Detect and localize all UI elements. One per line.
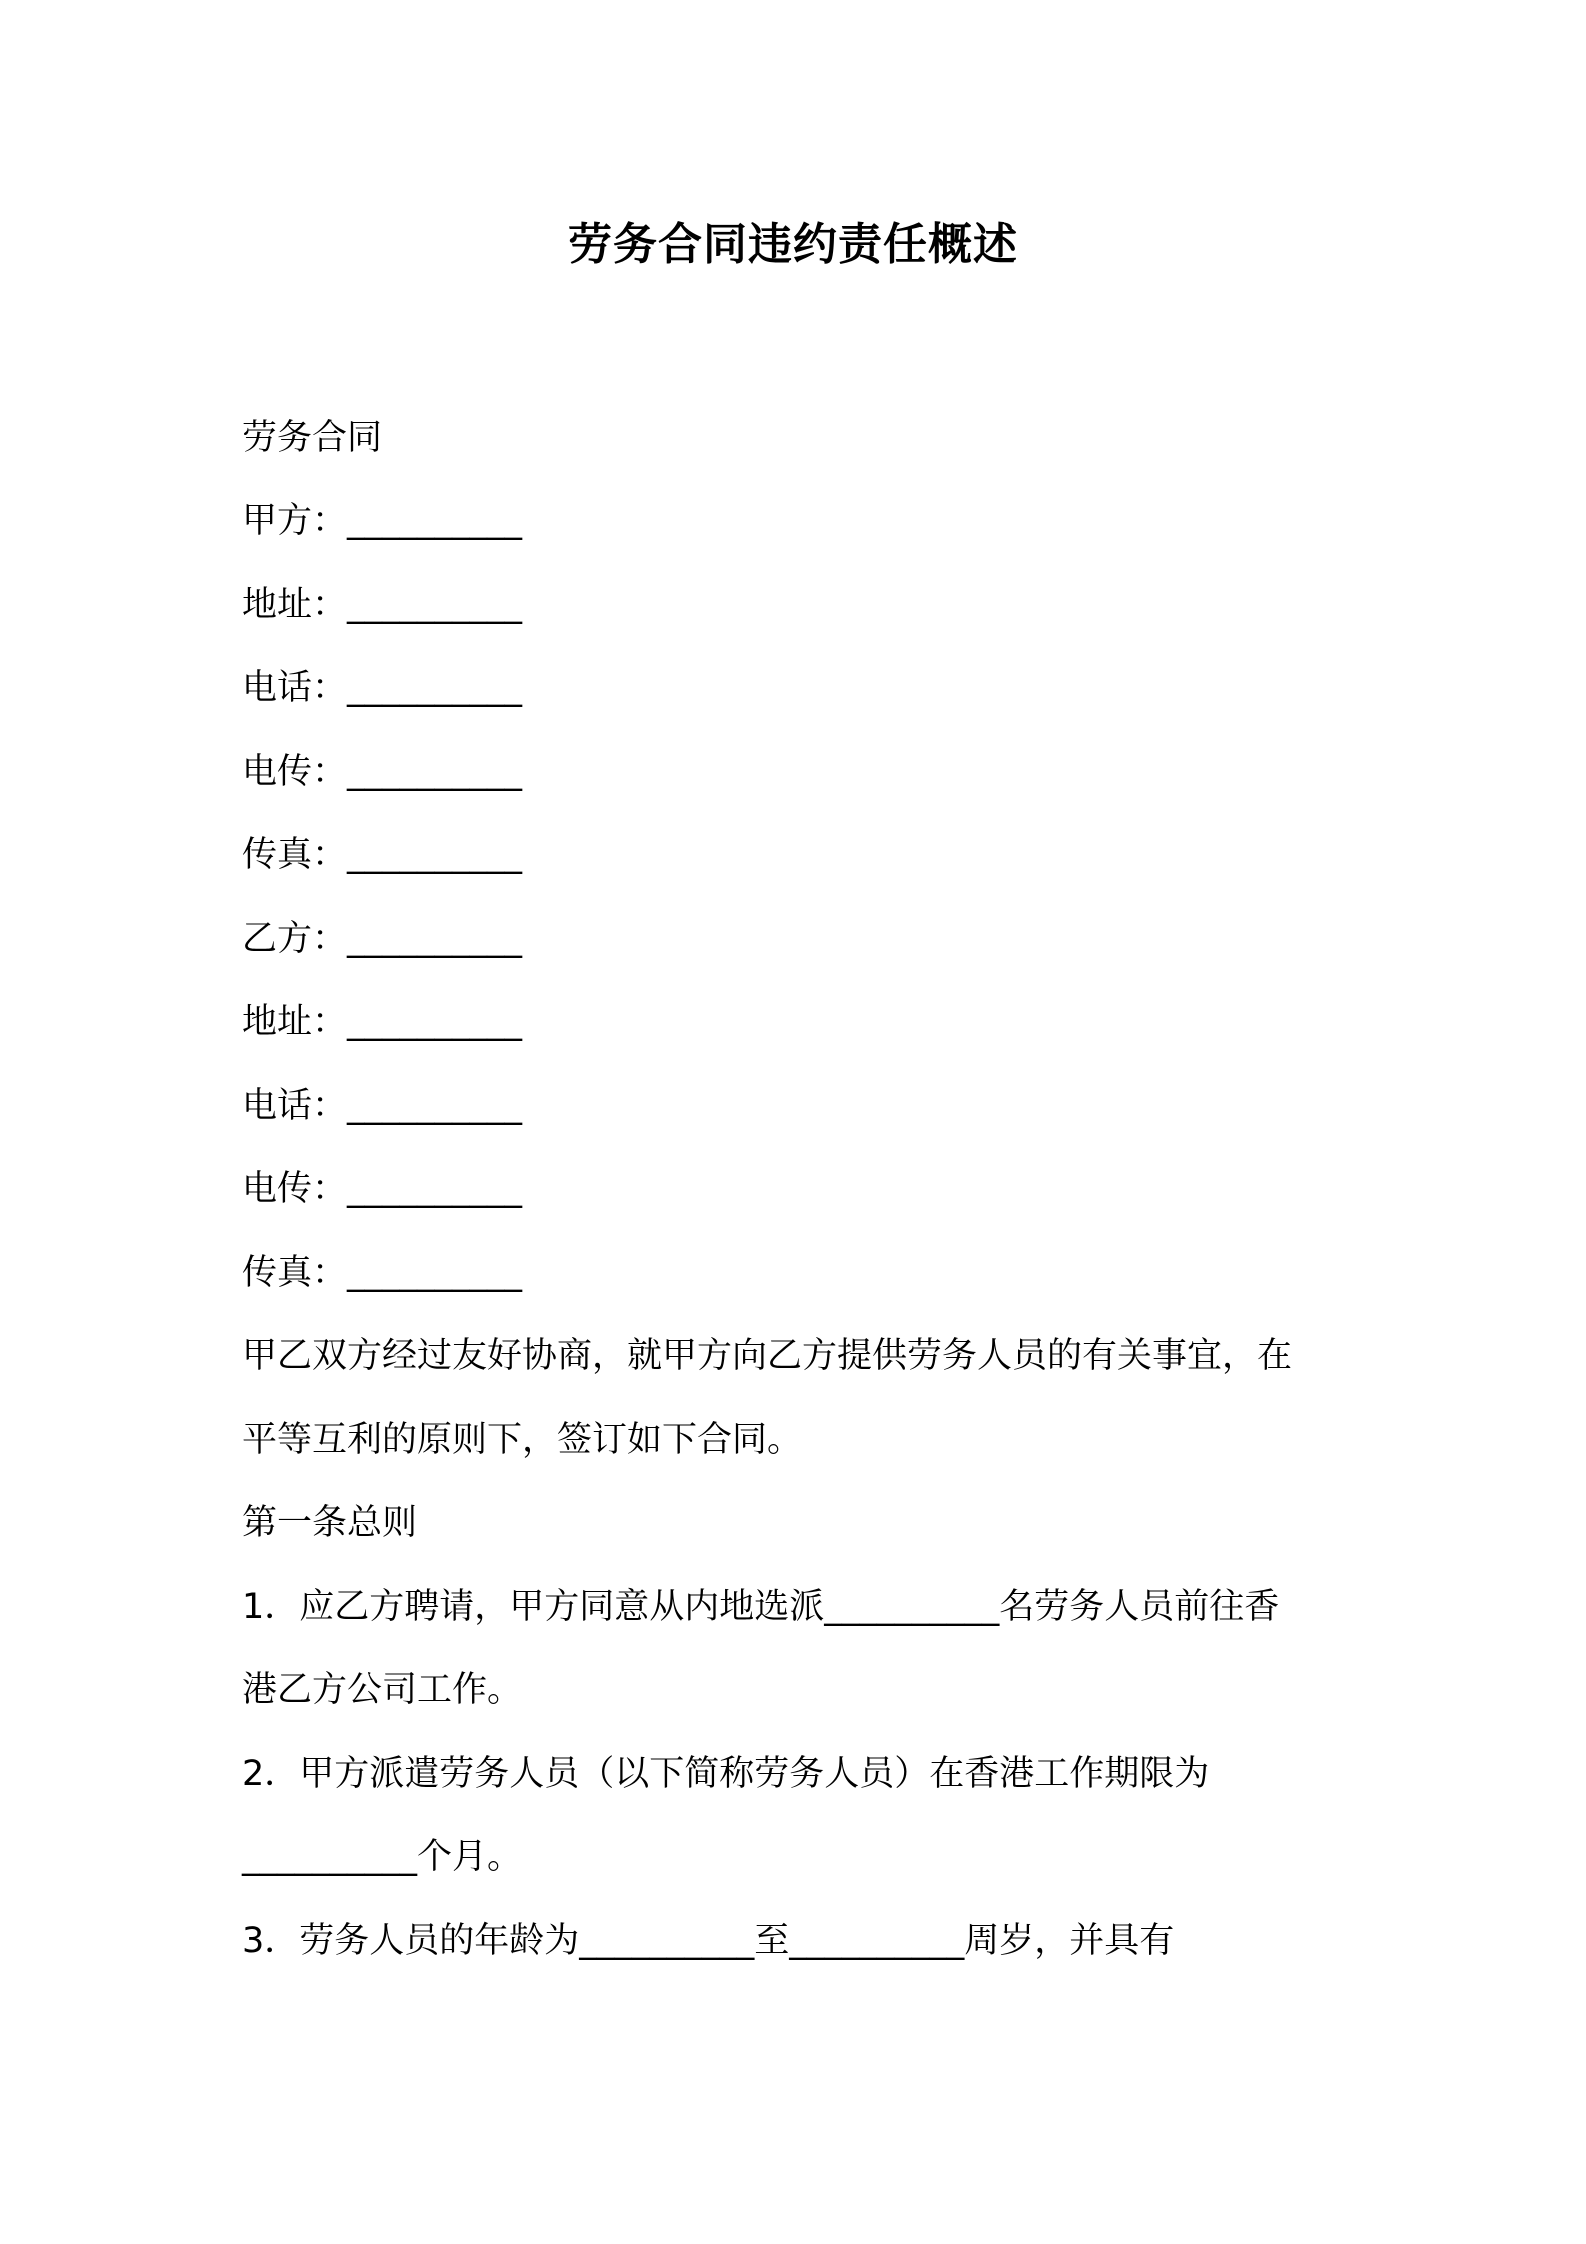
party-a-fax-field: 传真：__________ [242,835,523,875]
party-b-telex-field: 电传：__________ [242,1169,523,1209]
preamble-line-2: 平等互利的原则下，签订如下合同。 [242,1420,803,1460]
party-b-field: 乙方：__________ [242,919,523,959]
heading-labor-contract: 劳务合同 [242,418,383,458]
document-title: 劳务合同违约责任概述 [568,219,1018,270]
party-b-address-field: 地址：__________ [242,1002,523,1042]
party-b-fax-field: 传真：__________ [242,1253,523,1293]
clause-2-line-1: 2．甲方派遣劳务人员（以下简称劳务人员）在香港工作期限为 [242,1754,1210,1794]
clause-1-line-2: 港乙方公司工作。 [242,1670,523,1710]
party-a-telex-field: 电传：__________ [242,752,523,792]
clause-1-line-1: 1．应乙方聘请，甲方同意从内地选派__________名劳务人员前往香 [242,1587,1280,1627]
party-a-address-field: 地址：__________ [242,585,523,625]
preamble-line-1: 甲乙双方经过友好协商，就甲方向乙方提供劳务人员的有关事宜，在 [242,1336,1293,1376]
party-a-field: 甲方：__________ [242,501,523,541]
article-one-heading: 第一条总则 [242,1503,418,1543]
clause-2-line-2: __________个月。 [242,1837,523,1877]
party-a-phone-field: 电话：__________ [242,668,523,708]
clause-3-line-1: 3．劳务人员的年龄为__________至__________周岁，并具有 [242,1921,1175,1961]
party-b-phone-field: 电话：__________ [242,1086,523,1126]
